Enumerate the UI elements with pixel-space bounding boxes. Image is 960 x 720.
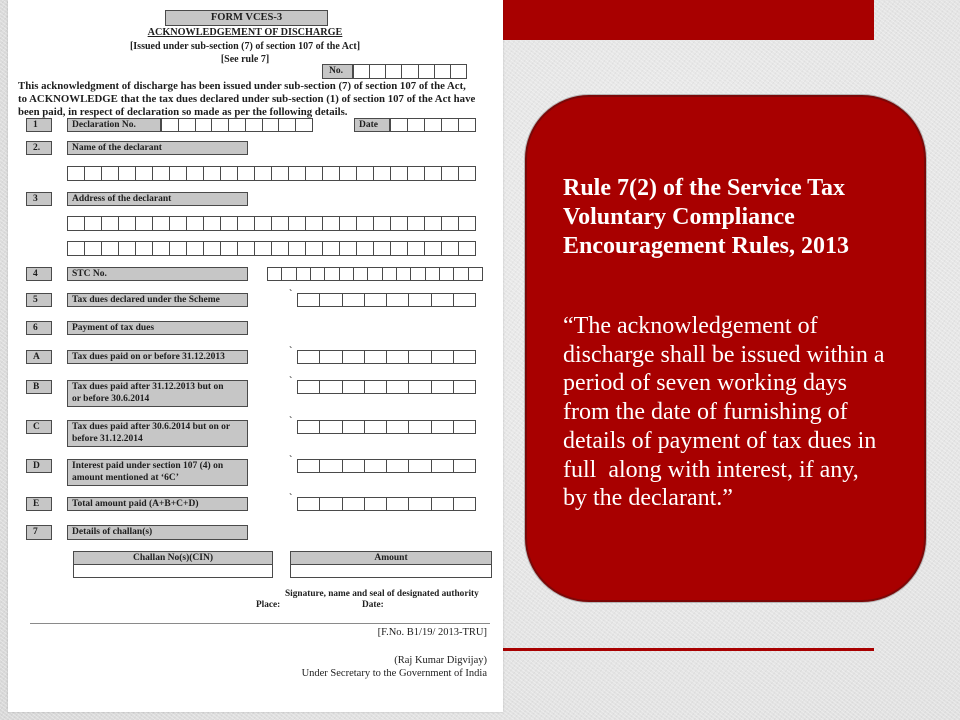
entry-cell (162, 119, 179, 131)
entry-cell (306, 242, 323, 255)
callout-quote-line: discharge shall be issued within a (563, 341, 885, 368)
entry-cell (238, 217, 255, 230)
form-vces-3-scan (8, 0, 503, 712)
entry-cell (282, 268, 296, 280)
entry-cell (365, 351, 387, 363)
file-reference: [F.No. B1/19/ 2013-TRU] (377, 627, 487, 638)
row-b-label (67, 380, 248, 407)
entry-cell (383, 268, 397, 280)
row-c-label-line: Tax dues paid after 30.6.2014 but on or (72, 422, 231, 432)
row-d-number: D (26, 459, 52, 473)
declarant-address-cells (67, 241, 476, 256)
stc-no-cells (267, 267, 483, 281)
entry-cell (354, 65, 370, 78)
rupee-mark: ` (289, 289, 293, 300)
callout-quote-line: by the declarant.” (563, 485, 733, 512)
row-6-label: Payment of tax dues (67, 321, 248, 335)
amount-cells (297, 497, 476, 511)
see-rule-line: [See rule 7] (220, 54, 270, 65)
entry-cell (85, 242, 102, 255)
entry-cell (306, 217, 323, 230)
amount-cells (297, 350, 476, 364)
entry-cell (408, 242, 425, 255)
entry-cell (221, 217, 238, 230)
row-c-label (67, 420, 248, 447)
entry-cell (298, 351, 320, 363)
row-1-label: Declaration No. (67, 118, 161, 132)
entry-cell (340, 217, 357, 230)
entry-cell (325, 268, 339, 280)
row-b-label-line: Tax dues paid after 31.12.2013 but on (72, 382, 224, 392)
row-c-number: C (26, 420, 52, 434)
rupee-mark: ` (289, 493, 293, 504)
row-6-number: 6 (26, 321, 52, 335)
entry-cell (409, 460, 431, 472)
entry-cell (374, 217, 391, 230)
row-1-number: 1 (26, 118, 52, 132)
entry-cell (454, 268, 468, 280)
rupee-mark: ` (289, 346, 293, 357)
entry-cell (454, 421, 475, 433)
entry-cell (136, 217, 153, 230)
entry-cell (365, 421, 387, 433)
entry-cell (454, 460, 475, 472)
callout-quote-line: from the date of furnishing of (563, 399, 848, 426)
signatory-name: (Raj Kumar Digvijay) (394, 655, 487, 666)
row-d-label-line: Interest paid under section 107 (4) on (72, 461, 224, 471)
entry-cell (320, 460, 342, 472)
entry-cell (320, 381, 342, 393)
row-a-label: Tax dues paid on or before 31.12.2013 (67, 350, 248, 364)
callout-quote (563, 312, 885, 513)
entry-cell (170, 242, 187, 255)
entry-cell (442, 242, 459, 255)
row-d-label-line: amount mentioned at ‘6C’ (72, 473, 179, 484)
entry-cell (268, 268, 282, 280)
entry-cell (279, 119, 296, 131)
entry-cell (408, 217, 425, 230)
entry-cell (432, 460, 454, 472)
entry-cell (374, 167, 391, 180)
entry-cell (229, 119, 246, 131)
entry-cell (298, 381, 320, 393)
row-5-number: 5 (26, 293, 52, 307)
entry-cell (298, 460, 320, 472)
entry-cell (68, 167, 85, 180)
row-5-label: Tax dues declared under the Scheme (67, 293, 248, 307)
amount-header: Amount (290, 551, 492, 565)
entry-cell (221, 167, 238, 180)
place-label: Place: (256, 600, 281, 610)
signature-date-label: Date: (362, 600, 384, 610)
entry-cell (387, 421, 409, 433)
entry-cell (102, 242, 119, 255)
form-heading-text: ACKNOWLEDGEMENT OF DISCHARGE (147, 27, 343, 38)
row-c-label-line: before 31.12.2014 (72, 434, 143, 445)
entry-cell (340, 242, 357, 255)
callout-title-line: Voluntary Compliance (563, 203, 795, 230)
entry-cell (311, 268, 325, 280)
entry-cell (298, 294, 320, 306)
entry-cell (320, 421, 342, 433)
row-3-number: 3 (26, 192, 52, 206)
entry-cell (432, 294, 454, 306)
entry-cell (459, 242, 475, 255)
entry-cell (408, 119, 425, 131)
callout-quote-line: details of payment of tax dues in (563, 427, 877, 454)
entry-cell (136, 242, 153, 255)
entry-cell (432, 381, 454, 393)
entry-cell (343, 421, 365, 433)
entry-cell (170, 167, 187, 180)
entry-cell (391, 242, 408, 255)
entry-cell (263, 119, 280, 131)
entry-cell (459, 167, 475, 180)
no-label: No. (322, 64, 353, 79)
row-7-number: 7 (26, 525, 52, 540)
entry-cell (238, 167, 255, 180)
entry-cell (298, 421, 320, 433)
row-4-label: STC No. (67, 267, 248, 281)
entry-cell (374, 242, 391, 255)
entry-cell (409, 381, 431, 393)
entry-cell (187, 242, 204, 255)
entry-cell (459, 217, 475, 230)
entry-cell (340, 167, 357, 180)
entry-cell (454, 351, 475, 363)
entry-cell (343, 498, 365, 510)
entry-cell (153, 242, 170, 255)
entry-cell (196, 119, 213, 131)
row-b-number: B (26, 380, 52, 394)
entry-cell (170, 217, 187, 230)
entry-cell (365, 498, 387, 510)
entry-cell (409, 421, 431, 433)
entry-cell (102, 217, 119, 230)
amount-cells (297, 293, 476, 307)
entry-cell (397, 268, 411, 280)
date-cells (390, 118, 476, 132)
acknowledgement-no-cells (353, 64, 467, 79)
entry-cell (391, 119, 408, 131)
entry-cell (204, 242, 221, 255)
intro-line: This acknowledgment of discharge has been issued under sub-section (7) of section 107 of the Act, (18, 80, 466, 92)
entry-cell (454, 294, 475, 306)
entry-cell (387, 381, 409, 393)
entry-cell (272, 167, 289, 180)
entry-cell (442, 167, 459, 180)
entry-cell (119, 242, 136, 255)
entry-cell (442, 119, 459, 131)
row-4-number: 4 (26, 267, 52, 281)
entry-cell (320, 294, 342, 306)
form-number-box: FORM VCES-3 (165, 10, 328, 26)
signatory-title: Under Secretary to the Government of India (301, 668, 487, 679)
entry-cell (296, 119, 312, 131)
entry-cell (387, 351, 409, 363)
amount-cells (297, 380, 476, 394)
form-heading (8, 26, 482, 39)
entry-cell (119, 217, 136, 230)
entry-cell (432, 351, 454, 363)
row-d-label (67, 459, 248, 486)
declarant-address-cells (67, 216, 476, 231)
entry-cell (272, 242, 289, 255)
row-3-label: Address of the declarant (67, 192, 248, 206)
entry-cell (454, 498, 475, 510)
entry-cell (442, 217, 459, 230)
entry-cell (238, 242, 255, 255)
entry-cell (153, 167, 170, 180)
declarant-name-cells (67, 166, 476, 181)
intro-line: been paid, in respect of declaration so made as per the following details. (18, 106, 348, 118)
entry-cell (409, 351, 431, 363)
callout-quote-line: “The acknowledgement of (563, 313, 818, 339)
entry-cell (68, 242, 85, 255)
entry-cell (408, 167, 425, 180)
entry-cell (435, 65, 451, 78)
entry-cell (343, 351, 365, 363)
entry-cell (343, 460, 365, 472)
entry-cell (179, 119, 196, 131)
row-7-label: Details of challan(s) (67, 525, 248, 540)
entry-cell (221, 242, 238, 255)
entry-cell (204, 217, 221, 230)
entry-cell (365, 294, 387, 306)
callout-quote-line: full along with interest, if any, (563, 456, 859, 483)
entry-cell (343, 381, 365, 393)
entry-cell (119, 167, 136, 180)
issued-under-line: [Issued under sub-section (7) of section 107 of the Act] (129, 41, 361, 52)
entry-cell (365, 460, 387, 472)
entry-cell (440, 268, 454, 280)
entry-cell (386, 65, 402, 78)
slide-bottom-accent-rule (495, 648, 874, 651)
entry-cell (255, 242, 272, 255)
entry-cell (68, 217, 85, 230)
entry-cell (409, 498, 431, 510)
entry-cell (425, 217, 442, 230)
entry-cell (298, 498, 320, 510)
challan-no-header: Challan No(s)(CIN) (73, 551, 273, 565)
entry-cell (306, 167, 323, 180)
amount-cells (297, 420, 476, 434)
entry-cell (425, 242, 442, 255)
entry-cell (212, 119, 229, 131)
callout-quote-line: period of seven working days (563, 370, 847, 397)
entry-cell (357, 242, 374, 255)
entry-cell (323, 242, 340, 255)
entry-cell (469, 268, 482, 280)
intro-line: to ACKNOWLEDGE that the tax dues declared under sub-section (1) of section 107 of the Act have (18, 93, 476, 105)
entry-cell (387, 498, 409, 510)
entry-cell (432, 421, 454, 433)
entry-cell (323, 217, 340, 230)
callout-title-line: Rule 7(2) of the Service Tax (563, 175, 845, 201)
entry-cell (323, 167, 340, 180)
rupee-mark: ` (289, 416, 293, 427)
entry-cell (391, 217, 408, 230)
entry-cell (340, 268, 354, 280)
entry-cell (289, 242, 306, 255)
entry-cell (354, 268, 368, 280)
row-a-number: A (26, 350, 52, 364)
entry-cell (357, 217, 374, 230)
row-e-number: E (26, 497, 52, 511)
entry-cell (136, 167, 153, 180)
entry-cell (432, 498, 454, 510)
entry-cell (402, 65, 418, 78)
footer-divider (30, 623, 490, 624)
entry-cell (255, 217, 272, 230)
challan-no-cell (73, 564, 273, 578)
entry-cell (454, 381, 475, 393)
entry-cell (204, 167, 221, 180)
date-label: Date (354, 118, 390, 132)
entry-cell (391, 167, 408, 180)
entry-cell (289, 217, 306, 230)
entry-cell (368, 268, 382, 280)
slide-top-accent-bar (490, 0, 874, 40)
amount-cells (297, 459, 476, 473)
entry-cell (153, 217, 170, 230)
entry-cell (451, 65, 466, 78)
entry-cell (289, 167, 306, 180)
rupee-mark: ` (289, 376, 293, 387)
entry-cell (365, 381, 387, 393)
entry-cell (357, 167, 374, 180)
entry-cell (426, 268, 440, 280)
callout-title-line: Encouragement Rules, 2013 (563, 232, 849, 259)
row-2-label: Name of the declarant (67, 141, 248, 155)
entry-cell (102, 167, 119, 180)
row-b-label-line: or before 30.6.2014 (72, 394, 150, 405)
entry-cell (419, 65, 435, 78)
entry-cell (187, 167, 204, 180)
entry-cell (387, 294, 409, 306)
entry-cell (411, 268, 425, 280)
row-e-label: Total amount paid (A+B+C+D) (67, 497, 248, 511)
declaration-no-cells (161, 118, 313, 132)
entry-cell (320, 351, 342, 363)
entry-cell (85, 167, 102, 180)
entry-cell (272, 217, 289, 230)
entry-cell (246, 119, 263, 131)
entry-cell (459, 119, 475, 131)
signature-caption: Signature, name and seal of designated authority (285, 589, 479, 599)
rupee-mark: ` (289, 455, 293, 466)
amount-cell (290, 564, 492, 578)
entry-cell (409, 294, 431, 306)
entry-cell (187, 217, 204, 230)
callout-title (563, 174, 849, 260)
entry-cell (370, 65, 386, 78)
row-2-number: 2. (26, 141, 52, 155)
entry-cell (320, 498, 342, 510)
entry-cell (255, 167, 272, 180)
entry-cell (425, 119, 442, 131)
entry-cell (343, 294, 365, 306)
entry-cell (425, 167, 442, 180)
entry-cell (85, 217, 102, 230)
entry-cell (387, 460, 409, 472)
entry-cell (297, 268, 311, 280)
